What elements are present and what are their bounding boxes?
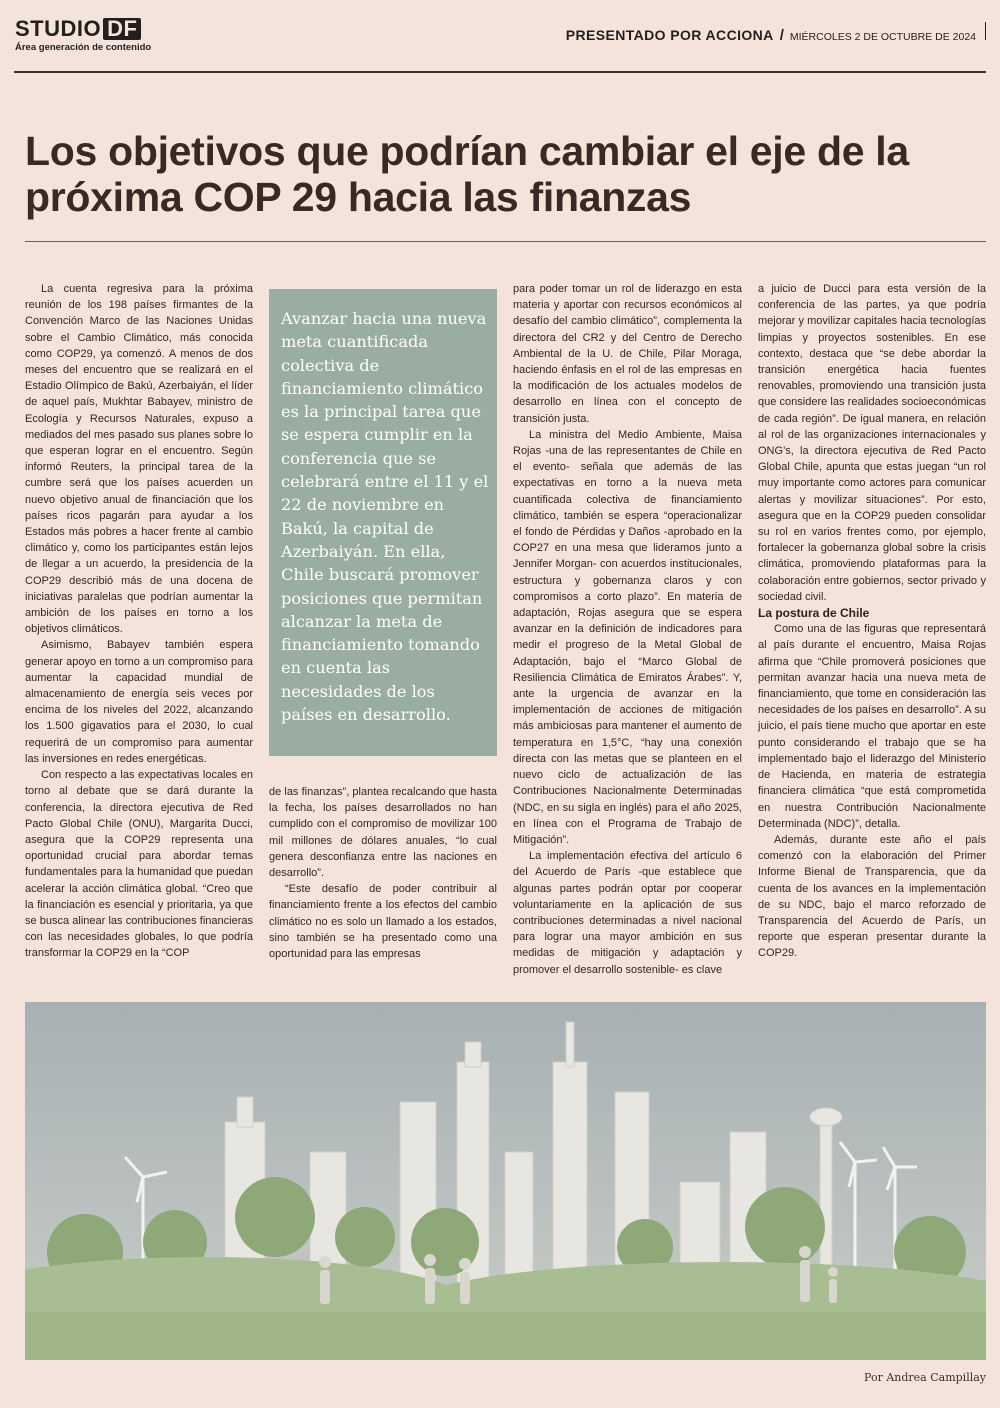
title-rule bbox=[25, 241, 986, 242]
person bbox=[800, 1260, 810, 1302]
tree bbox=[335, 1207, 395, 1267]
paragraph: Como una de las figuras que representará al país durante el encuentro, Maisa Rojas afirma que “Chile promoverá posiciones que permitan avanzar hacia una nueva meta de financiamiento, que tome en consideración las necesidades de los países en desarrollo”. A su juicio, el país tiene mucho que aportar en este punto considerando el trabajo que se ha implementado bajo el liderazgo del Ministerio de Hacienda, en materia de estrategia financiera climática “que está comprometida en nuestra Contribución Nacionalmente Determinada (NDC)”, detalla. bbox=[758, 623, 986, 830]
person bbox=[799, 1246, 811, 1258]
article-title: Los objetivos que podrían cambiar el eje de la próxima COP 29 hacia las finanzas bbox=[25, 128, 909, 220]
header-separator: / bbox=[779, 27, 784, 44]
brand-name: STUDIO bbox=[15, 16, 102, 41]
tower-top bbox=[810, 1108, 842, 1126]
issue-date: MIÉRCOLES 2 DE OCTUBRE DE 2024 bbox=[789, 31, 976, 43]
brand-mark: DF bbox=[103, 18, 141, 40]
presented-by: PRESENTADO POR ACCIONA bbox=[565, 27, 774, 43]
paragraph: Con respecto a las expectativas locales en torno al debate que se dará durante la conferencia, la directora ejecutiva de Red Pacto Global Chile (ONU), Margarita Ducci, asegura que la COP29 representa una oportunidad crucial para abordar temas fundamentales para la humanidad que puedan acelerar la acción climática global. “Creo que la financiación es esencial y prioritaria, ya que se busca alinear las contribuciones financieras con las necesidades globales, lo que podría transformar la COP29 en la “COP bbox=[25, 769, 253, 960]
person bbox=[459, 1258, 471, 1270]
turbine-blade bbox=[855, 1160, 877, 1162]
person bbox=[425, 1268, 435, 1304]
person bbox=[828, 1267, 838, 1277]
pull-quote-box bbox=[269, 289, 497, 756]
tree bbox=[745, 1187, 825, 1267]
paragraph: a juicio de Ducci para esta versión de la conferencia de las partes, ya que podría mejorar y movilizar capitales hacia tecnologías limpias y proyectos sostenibles. En ese contexto, destaca que “se debe abordar la transición energética hacia fuentes renovables, promoviendo una transición justa que considere las realidades socioeconómicas de cada región”. De igual manera, en relación al rol de las organizaciones internacionales y ONG’s, la directora ejecutiva de Red Pacto Global Chile, apunta que estas juegan “un rol muy importante como actores para comunicar alertas y movilizar situaciones”. Por esto, asegura que en la COP29 pueden consolidar su rol en varios frentes como, por ejemplo, fortalecer la gobernanza global sobre la crisis climática, promoviendo plataformas para la colaboración entre gobiernos, sector privado y sociedad civil. bbox=[758, 283, 986, 603]
person bbox=[460, 1272, 470, 1304]
studio-df-logo bbox=[15, 18, 151, 40]
person bbox=[424, 1254, 436, 1266]
grass bbox=[25, 1312, 986, 1360]
top-rule bbox=[14, 71, 986, 73]
paragraph: de las finanzas”, plantea recalcando que hasta la fecha, los países desarrollados no han cumplido con el compromiso de movilizar 100 mil millones de dólares anuales, “lo cual genera desconfianza entre las naciones en desarrollo”. bbox=[269, 786, 497, 880]
person bbox=[829, 1279, 837, 1303]
author-credit: Por Andrea Campillay bbox=[864, 1371, 986, 1384]
brand-subtitle: Área generación de contenido bbox=[15, 42, 152, 53]
column-1 bbox=[25, 281, 253, 962]
building bbox=[237, 1097, 253, 1127]
header-divider bbox=[985, 22, 986, 40]
paragraph: Además, durante este año el país comenzó con la elaboración del Primer Informe Bienal de Transparencia, que da cuenta de los avances en la implementación de su NDC, bajo el marco reforzado de Transparencia del Acuerdo de París, un reporte que esperan presentar durante la COP29. bbox=[758, 833, 986, 960]
section-subhead: La postura de Chile bbox=[758, 606, 870, 621]
column-2 bbox=[269, 784, 497, 962]
sustainable-city-illustration bbox=[25, 1002, 986, 1360]
paragraph: La cuenta regresiva para la próxima reunión de los 198 países firmantes de la Convención Marco de las Naciones Unidas sobre el Cambio Climático, más conocida como COP29, ya comenzó. A menos de dos meses del encuentro que se realizará en el Estadio Olímpico de Bakú, Azerbaiyán, el líder de aquel país, Mukhtar Babayev, ministro de Ecología y Recursos Naturales, expuso a mediados del mes pasado sus planes sobre lo que esperan lograr en el encuentro. Según informó Reuters, la principal tarea de la cumbre será que los países acuerden un nuevo objetivo anual de financiación que los países ricos pagarán para ayudar a los Estados más pobres a hacer frente al cambio climático y, como los participantes están lejos de llegar a un acuerdo, la presidencia de la COP29 describió más de una docena de iniciativas paralelas que podrían aumentar la ambición de los países en torno a los objetivos climáticos. bbox=[25, 283, 253, 636]
brand-block bbox=[15, 18, 151, 53]
pull-quote: Avanzar hacia una nueva meta cuantificada colectiva de financiamiento climático es la principal tarea que se espera cumplir en la conferencia que se celebrará entre el 11 y el 22 de noviembre en Bakú, la capital de Azerbaiyán. En ella, Chile buscará promover posiciones que permitan alcanzar la meta de financiamiento tomando en cuenta las necesidades de los países en desarrollo. bbox=[281, 309, 489, 725]
paragraph: para poder tomar un rol de liderazgo en esta materia y aportar con recursos económicos al desafío del cambio climático”, complementa la directora del CR2 y del Centro de Derecho Ambiental de la U. de Chile, Pilar Moraga, haciendo énfasis en el rol de las empresas en la modificación de los actuales modelos de desarrollo en línea con el concepto de transición justa. bbox=[513, 283, 742, 425]
paragraph: Asimismo, Babayev también espera generar apoyo en torno a un compromiso para aumentar la capacidad mundial de almacenamiento de energía seis veces por encima de los niveles del 2022, alcanzando los 1.500 gigavatios para el 2030, lo cual requerirá de un compromiso para aumentar las inversiones en redes energéticas. bbox=[25, 639, 253, 765]
paragraph: La implementación efectiva del artículo 6 del Acuerdo de París -que establece que algunas partes podrán optar por cooperar voluntariamente en la aplicación de sus contribuciones determinadas a nivel nacional para lograr una mayor ambición en sus medidas de mitigación y adaptación y promover el desarrollo sostenible- es clave bbox=[513, 850, 742, 976]
building bbox=[553, 1062, 587, 1302]
building bbox=[465, 1042, 481, 1067]
column-3 bbox=[513, 281, 742, 978]
person bbox=[320, 1270, 330, 1304]
person bbox=[319, 1256, 331, 1268]
tree bbox=[235, 1177, 315, 1257]
presented-by-line bbox=[566, 27, 976, 44]
paragraph: La ministra del Medio Ambiente, Maisa Rojas -una de las representantes de Chile en el evento- señala que además de las expectativas en torno a la nueva meta cuantificada colectiva de financiamiento climático, también se espera “operacionalizar el fondo de Pérdidas y Daños -aprobado en la COP27 en una mesa que lideramos junto a Jennifer Morgan- con acuerdos institucionales, estructura y gobernanza claros y con compromisos a corto plazo”. En materia de adaptación, Rojas asegura que se espera avanzar en la definición de indicadores para medir el progreso de la Metal Global de Adaptación, bajo el “Marco Global de Resiliencia Climática de Emiratos Árabes”. Y, ante la urgencia de avanzar en la implementación de acciones de mitigación más ambiciosas para mantener el aumento de temperatura en 1,5°C, “hay una conexión directa con las metas que se planteen en el nuevo ciclo de actualización de las Contribuciones Nacionalmente Determinadas (NDC, en su sigla en inglés) para el año 2025, en línea con el Programa de Trabajo de Mitigación”. bbox=[513, 428, 742, 846]
spire bbox=[566, 1022, 574, 1067]
column-4 bbox=[758, 281, 986, 962]
paragraph: “Este desafío de poder contribuir al financiamiento frente a los efectos del cambio climático no es solo un llamado a los estados, sino también se ha presentado como una oportunidad para las empresas bbox=[269, 883, 497, 961]
